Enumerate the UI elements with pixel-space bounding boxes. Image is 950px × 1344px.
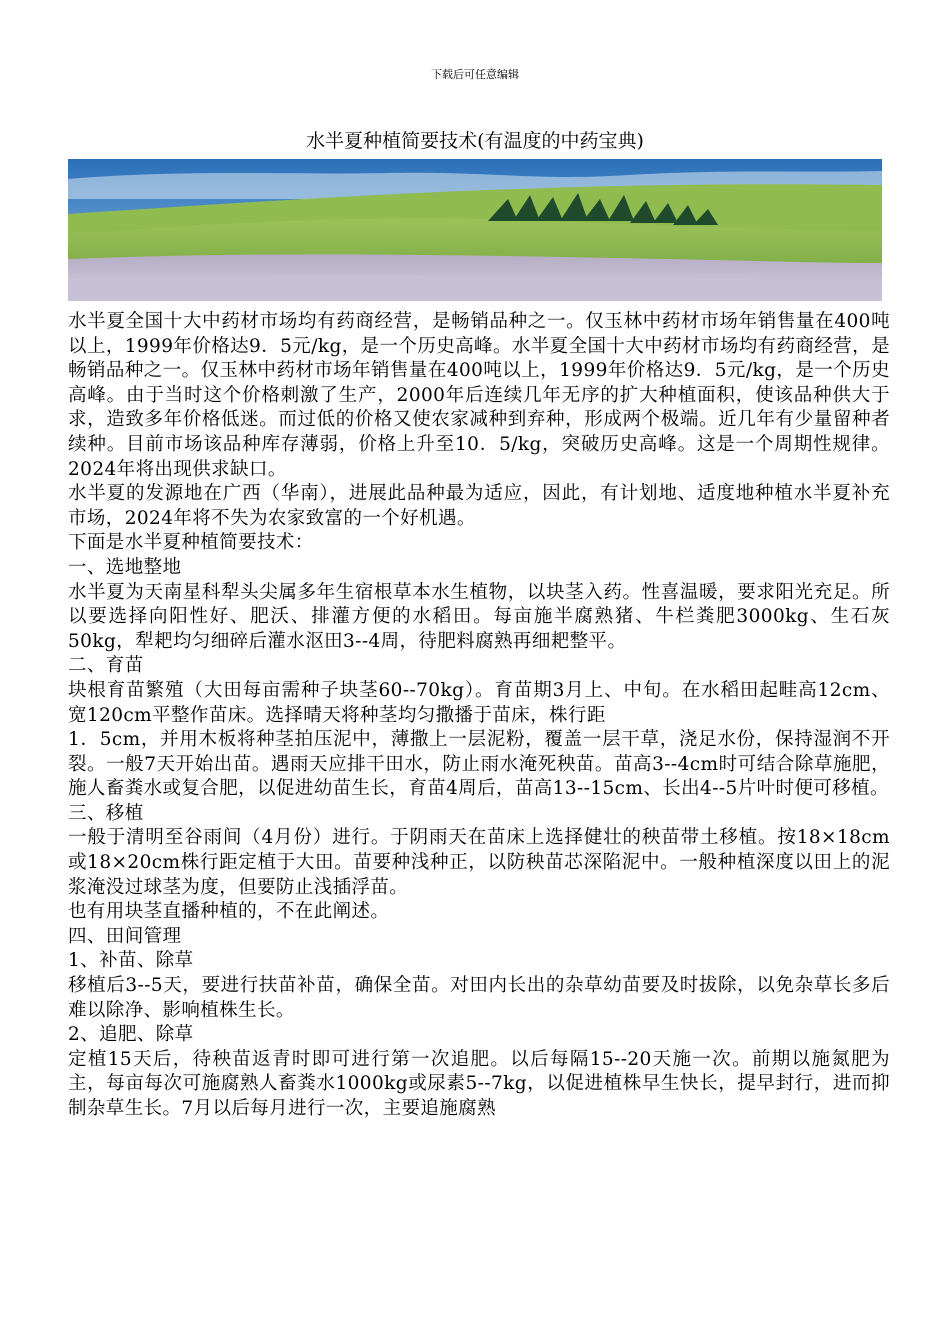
document-body: [68, 310, 890, 1122]
paragraph-direct-seeding: 也有用块茎直播种植的，不在此阐述。: [68, 901, 390, 923]
paragraph-site-prep: 水半夏为天南星科犁头尖属多年生宿根草本水生植物，以块茎入药。性喜温暖，要求阳光充足。所以要选择向阳性好、肥沃、排灌方便的水稻田。每亩施半腐熟猪、牛栏粪肥3000kg、生石灰50kg，犁耙均匀细碎后灌水沤田3--4周，待肥料腐熟再细耙整平。: [68, 581, 890, 652]
section-heading-transplant: 三、移植: [68, 802, 144, 824]
paragraph-transplant: 一般于清明至谷雨间（4月份）进行。于阴雨天在苗床上选择健壮的秧苗带土移植。按18×18cm或18×20cm株行距定植于大田。苗要种浅种正，以防秧苗芯深陷泥中。一般种植深度以田上的泥浆淹没过球茎为度，但要防止浅插浮苗。: [68, 827, 890, 898]
section-heading-field-management: 四、田间管理: [68, 925, 182, 947]
section-heading-site-prep: 一、选地整地: [68, 556, 182, 578]
paragraph-replant-weeding: 移植后3--5天，要进行扶苗补苗，确保全苗。对田内长出的杂草幼苗要及时拔除，以免杂草长多后难以除净、影响植株生长。: [68, 975, 890, 1021]
subheading-fertilize-weeding: 2、追肥、除草: [68, 1024, 194, 1046]
section-heading-seedling: 二、育苗: [68, 655, 144, 677]
paragraph-intro: 下面是水半夏种植简要技术：: [68, 532, 314, 554]
header-note: 下载后可任意编辑: [431, 68, 519, 81]
paragraph-seedling-2: 1．5cm，并用木板将种茎拍压泥中，薄撒上一层泥粉，覆盖一层干草，浇足水份，保持湿润不开裂。一般7天开始出苗。遇雨天应排干田水，防止雨水淹死秧苗。苗高3--4cm时可结合除草施肥，施人畜粪水或复合肥，以促进幼苗生长，育苗4周后，苗高13--15cm、长出4--5片叶时便可移植。: [68, 729, 890, 800]
paragraph-origin: 水半夏的发源地在广西（华南），进展此品种最为适应，因此，有计划地、适度地种植水半夏补充市场，2024年将不失为农家致富的一个好机遇。: [68, 483, 890, 529]
landscape-banner-image: [68, 159, 882, 301]
subheading-replant-weeding: 1、补苗、除草: [68, 950, 194, 972]
paragraph-market: 水半夏全国十大中药材市场均有药商经营，是畅销品种之一。仅玉林中药材市场年销售量在400吨以上，1999年价格达9．5元/kg，是一个历史高峰。水半夏全国十大中药材市场均有药商经营，是畅销品种之一。仅玉林中药材市场年销售量在400吨以上，1999年价格达9．5元/kg，是一个历史高峰。由于当时这个价格刺激了生产，2000年后连续几年无序的扩大种植面积，使该品种供大于求，造致多年价格低迷。而过低的价格又使农家减种到弃种，形成两个极端。近几年有少量留种者续种。目前市场该品种库存薄弱，价格上升至10．5/kg，突破历史高峰。这是一个周期性规律。2024年将出现供求缺口。: [68, 311, 890, 480]
document-title: 水半夏种植简要技术(有温度的中药宝典): [306, 130, 644, 152]
paragraph-fertilize-weeding: 定植15天后，待秧苗返青时即可进行第一次追肥。以后每隔15--20天施一次。前期以施氮肥为主，每亩每次可施腐熟人畜粪水1000kg或尿素5--7kg，以促进植株早生快长，提早封行，进而抑制杂草生长。7月以后每月进行一次，主要追施腐熟: [68, 1048, 890, 1119]
paragraph-seedling-1: 块根育苗繁殖（大田每亩需种子块茎60--70kg）。育苗期3月上、中旬。在水稻田起畦高12cm、宽120cm平整作苗床。选择晴天将种茎均匀撒播于苗床，株行距: [68, 679, 890, 726]
